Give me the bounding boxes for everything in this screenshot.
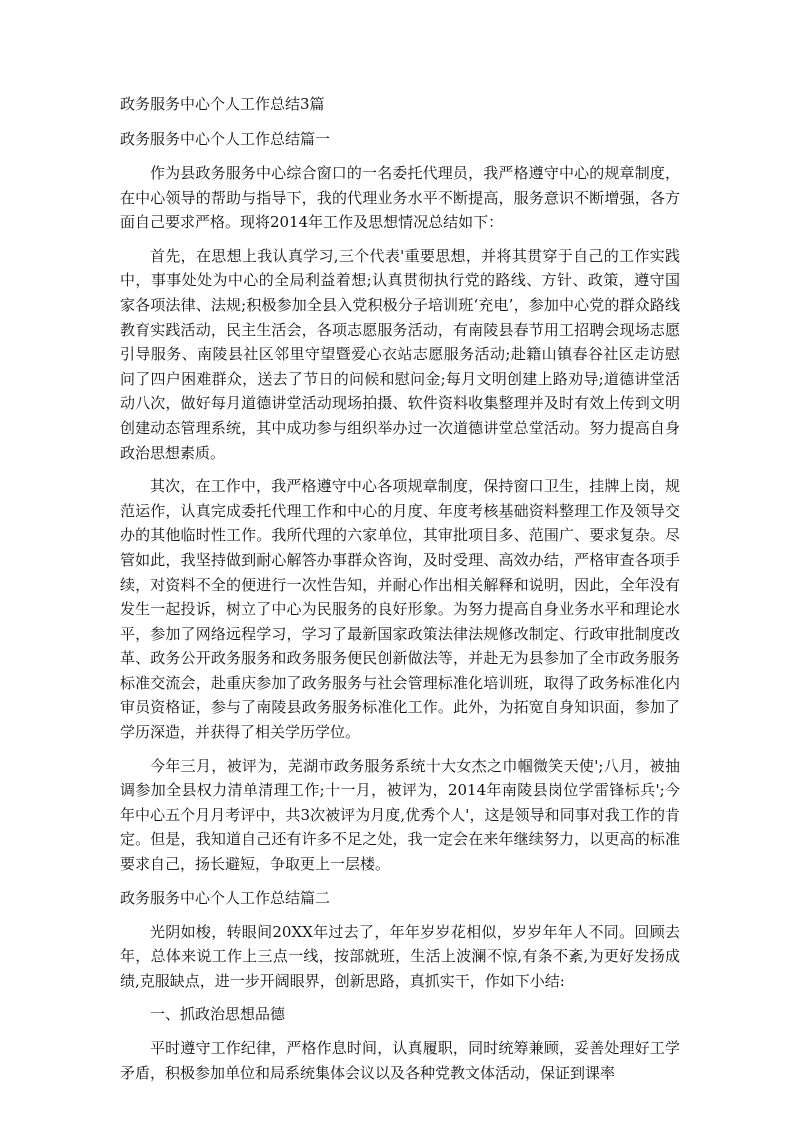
paragraph: 平时遵守工作纪律，严格作息时间，认真履职，同时统筹兼顾，妥善处理好工学矛盾，积极参加单位和局系统集体会议以及各种党教文体活动，保证到课率 <box>120 1039 680 1082</box>
paragraph: 作为县政务服务中心综合窗口的一名委托代理员，我严格遵守中心的规章制度，在中心领导的帮助与指导下，我的代理业务水平不断提高，服务意识不断增强，各方面自己要求严格。现将2014年工作及思想情况总结如下： <box>120 164 680 232</box>
document-page <box>120 92 680 1094</box>
section-heading-1: 政务服务中心个人工作总结篇一 <box>120 130 331 148</box>
section-heading-2: 政务服务中心个人工作总结篇二 <box>120 888 331 907</box>
paragraph: 首先，在思想上我认真学习,三个代表'重要思想，并将其贯穿于自己的工作实践中，事事处处为中心的全局利益着想;认真贯彻执行党的路线、方针、政策，遵守国家各项法律、法规;积极参加全县入党积极分子培训班‘充电’，参加中心党的群众路线教育实践活动，民主生活会，各项志愿服务活动，有南陵县春节用工招聘会现场志愿引导服务、南陵县社区邻里守望暨爱心衣站志愿服务活动;赴籍山镇春谷社区走访慰问了四户困难群众，送去了节日的问候和慰问金;每月文明创建上路劝导;道德讲堂活动八次，做好每月道德讲堂活动现场拍摄、软件资料收集整理并及时有效上传到文明创建动态管理系统，其中成功参与组织举办过一次道德讲堂总堂活动。努力提高自身政治思想素质。 <box>120 246 680 462</box>
document-title: 政务服务中心个人工作总结3篇 <box>120 95 325 113</box>
subheading: 一、抓政治思想品德 <box>150 1005 286 1024</box>
paragraph: 今年三月，被评为，芜湖市政务服务系统十大女杰之巾帼微笑天使';八月，被抽调参加全县权力清单清理工作;十一月，被评为，2014年南陵县岗位学雷锋标兵';今年中心五个月月考评中，共3次被评为月度,优秀个人'，这是领导和同事对我工作的肯定。但是，我知道自己还有许多不足之处，我一定会在来年继续努力，以更高的标准要求自己，扬长避短，争取更上一层楼。 <box>120 756 680 874</box>
paragraph: 光阴如梭，转眼间20XX年过去了，年年岁岁花相似，岁岁年年人不同。回顾去年，总体来说工作上三点一线，按部就班，生活上波澜不惊,有条不紊,为更好发扬成绩,克服缺点，进一步开阔眼界，创新思路，真抓实干，作如下小结: <box>120 922 680 990</box>
paragraph: 其次，在工作中，我严格遵守中心各项规章制度，保持窗口卫生，挂牌上岗，规范运作，认真完成委托代理工作和中心的月度、年度考核基础资料整理工作及领导交办的其他临时性工作。我所代理的六家单位，其审批项目多、范围广、要求复杂。尽管如此，我坚持做到耐心解答办事群众咨询，及时受理、高效办结，严格审查各项手续，对资料不全的便进行一次性告知，并耐心作出相关解释和说明，因此，全年没有发生一起投诉，树立了中心为民服务的良好形象。为努力提高自身业务水平和理论水平，参加了网络远程学习，学习了最新国家政策法律法规修改制定、行政审批制度改革、政务公开政务服务和政务服务便民创新做法等，并赴无为县参加了全市政务服务标准交流会，赴重庆参加了政务服务与社会管理标准化培训班，取得了政务标准化内审员资格证，参与了南陵县政务服务标准化工作。此外，为拓宽自身知识面，参加了学历深造，并获得了相关学历学位。 <box>120 477 680 742</box>
